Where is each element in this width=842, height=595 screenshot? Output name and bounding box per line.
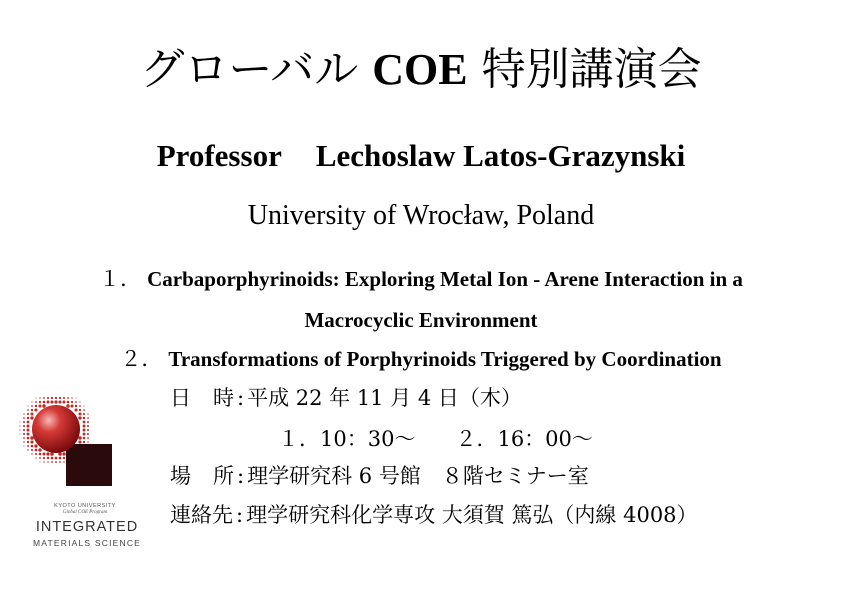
logo-dot bbox=[83, 409, 85, 411]
logo-dot bbox=[74, 408, 77, 411]
logo-dot bbox=[55, 461, 57, 463]
logo-dot bbox=[39, 401, 41, 403]
talk-2-number: ２． bbox=[120, 347, 163, 371]
logo-dot bbox=[23, 425, 25, 427]
logo-dot bbox=[83, 441, 85, 443]
date-row bbox=[170, 383, 522, 413]
logo-program-text: Global COE Program bbox=[62, 510, 108, 515]
logo-dot bbox=[36, 398, 37, 399]
logo-dot bbox=[27, 409, 29, 411]
logo-dot bbox=[87, 425, 89, 427]
logo-dot bbox=[43, 401, 46, 404]
logo-dot bbox=[78, 440, 81, 443]
logo-dot bbox=[23, 429, 25, 431]
logo-dot bbox=[87, 417, 89, 419]
venue-label bbox=[170, 461, 234, 491]
logo-dot bbox=[34, 408, 37, 411]
logo-dot bbox=[47, 397, 49, 399]
talk-1-title: Carbaporphyrinoids: Exploring Metal Ion - Arene Interaction in a bbox=[147, 267, 743, 291]
logo-dot bbox=[83, 429, 86, 432]
logo-dot bbox=[27, 445, 29, 447]
logo-dot bbox=[31, 449, 33, 451]
logo-dot bbox=[83, 405, 84, 406]
logo-dot bbox=[31, 401, 32, 402]
logo-dot bbox=[71, 397, 72, 398]
logo-dot bbox=[63, 461, 65, 463]
logo-dot bbox=[47, 401, 50, 404]
contact-row bbox=[170, 500, 698, 530]
logo-dot bbox=[43, 397, 45, 399]
date-label-char2: 時 bbox=[213, 386, 234, 410]
logo-dot bbox=[87, 433, 89, 435]
logo-dot bbox=[31, 405, 33, 407]
logo-name-line2: MATERIALS SCIENCE bbox=[32, 538, 142, 548]
logo-dot bbox=[35, 449, 38, 452]
logo-dot bbox=[47, 457, 49, 459]
logo-dot bbox=[30, 416, 33, 419]
logo-dot bbox=[27, 441, 29, 443]
venue-label-char2: 所 bbox=[213, 464, 234, 488]
talk-1-title-line1 bbox=[0, 264, 842, 294]
venue-colon: : bbox=[237, 464, 245, 488]
logo-dot bbox=[83, 425, 86, 428]
title-suffix: 特別講演会 bbox=[481, 44, 702, 95]
logo-dot bbox=[78, 436, 81, 439]
logo-dot bbox=[63, 401, 66, 404]
logo-dot bbox=[31, 445, 34, 448]
logo-dot bbox=[75, 401, 77, 403]
logo-dot bbox=[19, 421, 20, 422]
logo-dot bbox=[87, 429, 89, 431]
logo-dot bbox=[23, 413, 24, 414]
logo-dot bbox=[23, 437, 25, 439]
logo-dot bbox=[31, 409, 33, 411]
logo-dot bbox=[47, 461, 49, 463]
time-1: １．10：30～ bbox=[278, 427, 416, 451]
logo-dot bbox=[59, 397, 61, 399]
logo-dot bbox=[27, 433, 30, 436]
logo-dot bbox=[51, 457, 54, 460]
speaker-line bbox=[0, 134, 842, 178]
speaker-affiliation: University of Wrocław, Poland bbox=[247, 200, 595, 231]
logo-dot bbox=[59, 457, 62, 460]
logo-dot bbox=[46, 452, 49, 455]
logo-dot bbox=[75, 405, 77, 407]
logo-dot bbox=[54, 400, 57, 403]
venue-label-char1: 場 bbox=[170, 464, 191, 488]
logo-dot bbox=[55, 457, 58, 460]
logo-dot bbox=[39, 405, 42, 408]
logo-dark-square bbox=[66, 444, 112, 486]
logo-dot bbox=[51, 461, 53, 463]
logo-dot bbox=[23, 433, 25, 435]
logo-dot bbox=[79, 401, 80, 402]
logo-dot bbox=[67, 397, 69, 399]
date-label-char1: 日 bbox=[170, 386, 191, 410]
logo-dot bbox=[35, 457, 36, 458]
logo-dot bbox=[27, 421, 30, 424]
logo-dot bbox=[19, 429, 20, 430]
logo-dot bbox=[27, 417, 29, 419]
logo-dot bbox=[87, 413, 88, 414]
logo-dot bbox=[27, 425, 30, 428]
contact-colon: : bbox=[236, 503, 244, 527]
logo-university-text: KYOTO UNIVERSITY bbox=[54, 503, 116, 509]
logo-dot bbox=[59, 461, 61, 463]
logo-dot bbox=[62, 452, 65, 455]
venue-row bbox=[170, 461, 589, 491]
title-latin: COE bbox=[372, 45, 468, 94]
logo-dot bbox=[31, 413, 34, 416]
logo-dot bbox=[67, 401, 70, 404]
logo-red-sphere bbox=[32, 405, 80, 453]
logo-dot bbox=[83, 417, 85, 419]
logo-dot bbox=[83, 413, 85, 415]
logo-dot bbox=[87, 441, 89, 443]
logo-dot bbox=[39, 397, 40, 398]
logo-dot bbox=[58, 400, 61, 403]
logo-dot bbox=[30, 440, 33, 443]
logo-dot bbox=[30, 436, 33, 439]
logo-dot bbox=[71, 405, 74, 408]
logo-dot bbox=[83, 421, 86, 424]
logo-dot bbox=[23, 445, 24, 446]
logo-dot bbox=[51, 397, 53, 399]
logo-dot bbox=[43, 453, 46, 456]
talk-2-title: Transformations of Porphyrinoids Triggered by Coordination bbox=[168, 347, 722, 371]
date-label bbox=[170, 383, 234, 413]
logo-dot bbox=[63, 457, 65, 459]
logo-dot bbox=[34, 444, 37, 447]
talk-1-number: １． bbox=[99, 267, 142, 291]
logo-dot bbox=[55, 397, 57, 399]
title-prefix: グローバル bbox=[140, 44, 359, 95]
logo-dot bbox=[35, 453, 37, 455]
logo-dot bbox=[78, 416, 81, 419]
contact-label: 連絡先 bbox=[170, 503, 233, 527]
logo-dot bbox=[27, 405, 28, 406]
contact-value: 理学研究科化学専攻 大須賀 篤弘（内線 4008） bbox=[246, 503, 698, 527]
logo-dot bbox=[23, 441, 25, 443]
logo-dot bbox=[83, 437, 86, 440]
speaker-name: Lechoslaw Latos-Grazynski bbox=[315, 138, 686, 173]
logo-dot bbox=[35, 401, 37, 403]
logo-dot bbox=[27, 437, 30, 440]
logo-dot bbox=[38, 448, 41, 451]
talk-2-title-line bbox=[0, 344, 842, 374]
logo-dot bbox=[83, 433, 86, 436]
logo-dot bbox=[63, 397, 65, 399]
logo-dot bbox=[39, 453, 42, 456]
logo-dot bbox=[66, 404, 69, 407]
logo-name-line1: INTEGRATED bbox=[35, 519, 139, 535]
logo-dot bbox=[71, 401, 73, 403]
logo-dot bbox=[43, 461, 44, 462]
logo-dot bbox=[39, 457, 41, 459]
logo-dot bbox=[43, 457, 45, 459]
venue-value: 理学研究科 6 号館 ８階セミナー室 bbox=[247, 464, 589, 488]
logo-dot bbox=[19, 433, 20, 434]
logo-dot bbox=[79, 409, 81, 411]
logo-dot bbox=[87, 421, 89, 423]
logo-dot bbox=[79, 413, 82, 416]
logo-dot bbox=[42, 404, 45, 407]
logo-dot bbox=[27, 429, 30, 432]
logo-dot bbox=[76, 398, 77, 399]
talk-1-title-line2: Macrocyclic Environment bbox=[304, 308, 538, 332]
logo-dot bbox=[19, 425, 20, 426]
logo-dot bbox=[23, 421, 25, 423]
speaker-honorific: Professor bbox=[156, 138, 282, 173]
times-row bbox=[278, 424, 593, 454]
logo-dot bbox=[31, 453, 32, 454]
logo-dot bbox=[27, 413, 29, 415]
logo-dot bbox=[39, 461, 40, 462]
logo-dot bbox=[79, 405, 81, 407]
logo-dot bbox=[50, 400, 53, 403]
logo-dot bbox=[23, 417, 25, 419]
time-2: ２．16：00～ bbox=[455, 427, 593, 451]
logo-dot bbox=[35, 405, 37, 407]
date-colon: : bbox=[237, 386, 245, 410]
logo-dot bbox=[87, 437, 89, 439]
logo-dot bbox=[27, 449, 28, 450]
page-title bbox=[0, 38, 842, 102]
date-value: 平成 22 年 11 月 4 日（木） bbox=[247, 386, 522, 410]
